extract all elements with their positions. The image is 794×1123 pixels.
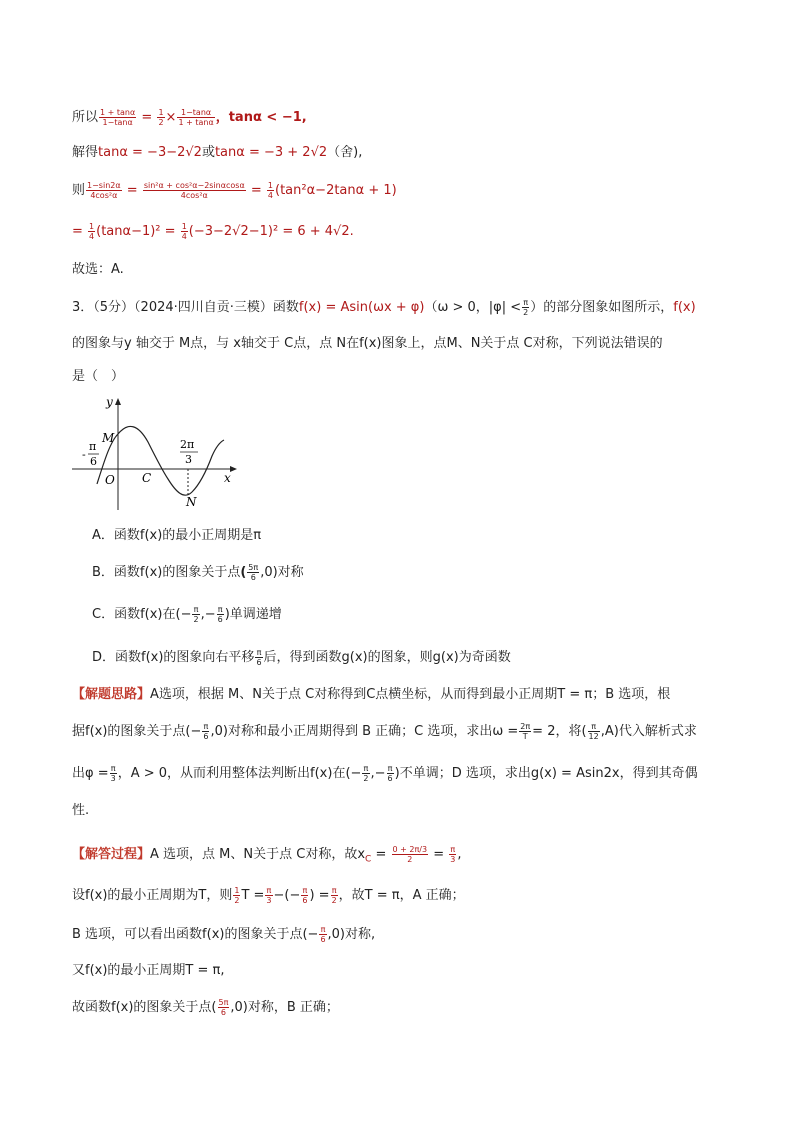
question-line-2: 的图象与y 轴交于 M点，与 x轴交于 C点，点 N在f(x)图象上，点M、N关于点 C对称，下列说法错误的 (72, 336, 663, 351)
fraction: $\frac{\pi}{6}$ (256, 648, 262, 667)
x-label: x (224, 471, 231, 485)
text: 所以 (72, 110, 99, 125)
fraction: $\frac{1 + \tan\alpha}{1-\tan\alpha}$ (100, 108, 136, 127)
fraction: $\frac{0 + 2\pi/3}{2}$ (392, 845, 428, 864)
two-pi3-den: 3 (185, 453, 192, 466)
origin-label: O (105, 473, 115, 487)
fraction: $\frac{1}{4}$ (267, 181, 274, 200)
solution-line-2: 设f(x)的最小正周期为T，则 $\frac{1}{2}$ T = $\frac{\pi}{3}$ −(− $\frac{\pi}{6}$ ) = $\frac{\pi}{2}$ ，故T = π，A 正确； (72, 886, 465, 905)
option-c: C．函数f(x)在(− $\frac{\pi}{2}$ ,− $\frac{\pi}{6}$ )单调递增 (92, 605, 282, 624)
step-line-1: 所以 $\frac{1 + \tan\alpha}{1-\tan\alpha}$ = $\frac{1}{2}$ × $\frac{1-\tan\alpha}{1 + \tan\alpha}$ ，tanα < −1, (72, 108, 307, 127)
neg-pi6-num: π (89, 440, 97, 453)
solution-label: 【解答过程】 (72, 847, 151, 862)
fraction: $\frac{5\pi}{6}$ (218, 998, 229, 1017)
step-line-2: 解得tanα = −3−2√2或tanα = −3 + 2√2（舍), (72, 145, 363, 160)
point-n-label: N (186, 495, 197, 509)
fraction: $\frac{\pi}{6}$ (217, 605, 223, 624)
analysis-line-4: 性. (72, 803, 90, 818)
analysis-line-1: 【解题思路】A选项，根据 M、N关于点 C对称得到C点横坐标，从而得到最小正周期T = π；B 选项，根 (72, 687, 671, 702)
step-line-3: 则 $\frac{1-\sin 2\alpha}{\text{4cos²α}}$ = $\frac{\text{sin²α + cos²α−2sinαcosα}}{\text{4cos²α}}$ = $\frac{1}{4}$ (tan²α−2tanα + 1) (72, 181, 397, 200)
fraction: $\frac{\pi}{6}$ (302, 886, 308, 905)
fraction: $\frac{\pi}{6}$ (320, 925, 326, 944)
fraction: $\frac{\pi}{2}$ (523, 298, 529, 317)
fraction: $\frac{5\pi}{6}$ (248, 563, 259, 582)
function-graph (72, 392, 242, 510)
fraction: $\frac{\pi}{3}$ (450, 845, 456, 864)
solution-line-5: 故函数f(x)的图象关于点( $\frac{5\pi}{6}$ ,0)对称，B 正确； (72, 998, 339, 1017)
fraction: $\frac{1}{4}$ (181, 222, 187, 241)
fraction: $\frac{1}{2}$ (234, 886, 240, 905)
fraction: $\frac{\pi}{2}$ (363, 764, 369, 783)
fraction: $\frac{1}{2}$ (158, 108, 164, 127)
analysis-label: 【解题思路】 (72, 687, 151, 702)
solution-line-4: 又f(x)的最小正周期T = π, (72, 963, 225, 978)
question-line-1: 3．（5分）（2024·四川自贡·三模）函数f(x) = Asin(ωx + φ)（ω > 0，|φ| < $\frac{\pi}{2}$ ）的部分图象如图所示，f(x) (72, 298, 696, 317)
fraction: $\frac{2\pi}{T}$ (520, 722, 531, 741)
option-a: A．函数f(x)的最小正周期是π (92, 528, 262, 543)
fraction: $\frac{\pi}{12}$ (588, 722, 599, 741)
y-label: y (106, 395, 113, 409)
fraction: $\frac{\pi}{2}$ (331, 886, 337, 905)
fraction: $\frac{1-\tan\alpha}{1 + \tan\alpha}$ (178, 108, 214, 127)
fraction: $\frac{\pi}{2}$ (193, 605, 199, 624)
fraction: $\frac{1}{4}$ (89, 222, 95, 241)
x-axis-arrow (230, 466, 237, 472)
analysis-line-3: 出φ = $\frac{\pi}{3}$ ，A > 0，从而利用整体法判断出f(x)在(− $\frac{\pi}{2}$ ,− $\frac{\pi}{6}$ )不单调；D 选项，求出g(x) = Asin2x，得到其奇偶 (72, 764, 698, 783)
point-m-label: M (102, 431, 115, 445)
two-pi3-num: 2π (180, 438, 195, 451)
fraction: $\frac{\pi}{6}$ (203, 722, 209, 741)
answer-line: 故选：A. (72, 262, 124, 277)
solution-line-1: 【解答过程】A 选项，点 M、N关于点 C对称，故$x_C$ = $\frac{0 + 2\pi/3}{2}$ = $\frac{\pi}{3}$ , (72, 845, 462, 865)
option-b: B．函数f(x)的图象关于点( $\frac{5\pi}{6}$ ,0)对称 (92, 563, 304, 582)
step-line-4: = $\frac{1}{4}$ (tanα−1)² = $\frac{1}{4}$ (−3−2√2−1)² = 6 + 4√2. (72, 222, 354, 241)
option-d: D．函数f(x)的图象向右平移 $\frac{\pi}{6}$ 后，得到函数g(x)的图象，则g(x)为奇函数 (92, 648, 511, 667)
fraction: $\frac{\pi}{6}$ (387, 764, 393, 783)
analysis-line-2: 据f(x)的图象关于点(− $\frac{\pi}{6}$ ,0)对称和最小正周期得到 B 正确；C 选项，求出ω = $\frac{2\pi}{T}$ = 2，将( $\frac{\pi}{12}$ ,A)代入解析式求 (72, 722, 697, 741)
point-c-label: C (142, 471, 152, 485)
y-axis-arrow (115, 398, 121, 405)
sine-curve (97, 426, 224, 495)
fraction: $\frac{\pi}{3}$ (266, 886, 272, 905)
fraction: $\frac{\text{sin²α + cos²α−2sinαcosα}}{\text{4cos²α}}$ (143, 181, 245, 200)
neg-sign: - (82, 448, 86, 461)
neg-pi6-den: 6 (90, 455, 97, 468)
solution-line-3: B 选项，可以看出函数f(x)的图象关于点(− $\frac{\pi}{6}$ ,0)对称, (72, 925, 376, 944)
fraction: $\frac{\pi}{3}$ (110, 764, 116, 783)
question-line-3: 是（ ） (72, 369, 125, 384)
fraction: $\frac{1-\sin 2\alpha}{\text{4cos²α}}$ (87, 181, 121, 200)
